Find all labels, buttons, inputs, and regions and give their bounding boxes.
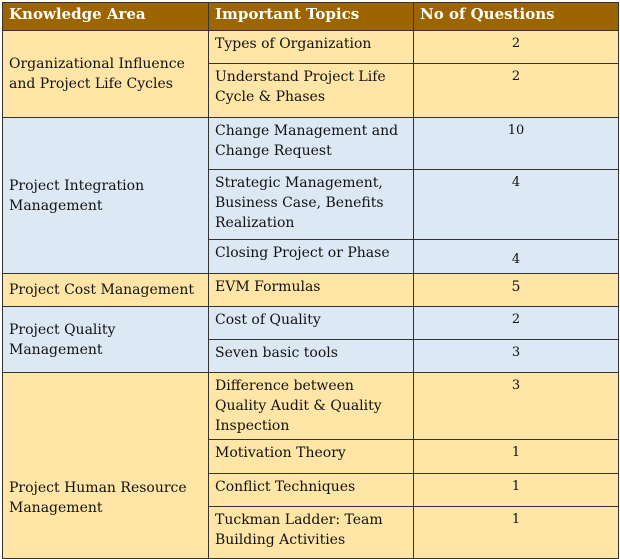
question-count-cell: 4 bbox=[414, 240, 619, 274]
topic-cell: Understand Project Life Cycle & Phases bbox=[209, 64, 414, 118]
topic-cell: Difference between Quality Audit & Quality Inspection bbox=[209, 373, 414, 440]
table-row bbox=[3, 118, 619, 170]
question-count-cell: 4 bbox=[414, 170, 619, 240]
header-no-of-questions: No of Questions bbox=[414, 3, 619, 31]
knowledge-area-cell: Project Cost Management bbox=[3, 274, 209, 307]
table-row bbox=[3, 31, 619, 64]
topic-cell: Tuckman Ladder: Team Building Activities bbox=[209, 507, 414, 559]
table-row bbox=[3, 373, 619, 440]
question-count-cell: 3 bbox=[414, 340, 619, 373]
topic-cell: Change Management and Change Request bbox=[209, 118, 414, 170]
question-count-cell: 3 bbox=[414, 373, 619, 440]
topic-cell: Types of Organization bbox=[209, 31, 414, 64]
header-row bbox=[3, 3, 619, 31]
question-count-cell: 1 bbox=[414, 440, 619, 474]
knowledge-area-cell: Project Integration Management bbox=[3, 118, 209, 274]
table-row bbox=[3, 307, 619, 340]
question-count-cell: 5 bbox=[414, 274, 619, 307]
question-count-cell: 10 bbox=[414, 118, 619, 170]
topic-cell: Seven basic tools bbox=[209, 340, 414, 373]
header-knowledge-area: Knowledge Area bbox=[3, 3, 209, 31]
header-important-topics: Important Topics bbox=[209, 3, 414, 31]
topic-cell: Closing Project or Phase bbox=[209, 240, 414, 274]
question-count-cell: 1 bbox=[414, 474, 619, 507]
question-count-cell: 2 bbox=[414, 64, 619, 118]
topic-cell: Cost of Quality bbox=[209, 307, 414, 340]
table-row bbox=[3, 274, 619, 307]
topic-cell: Strategic Management, Business Case, Benefits Realization bbox=[209, 170, 414, 240]
question-count-cell: 1 bbox=[414, 507, 619, 559]
knowledge-area-table bbox=[2, 2, 619, 559]
knowledge-area-cell: Project Human Resource Management bbox=[3, 373, 209, 559]
knowledge-area-cell: Organizational Influence and Project Life Cycles bbox=[3, 31, 209, 118]
topic-cell: EVM Formulas bbox=[209, 274, 414, 307]
topic-cell: Motivation Theory bbox=[209, 440, 414, 474]
topic-cell: Conflict Techniques bbox=[209, 474, 414, 507]
knowledge-area-table-container bbox=[2, 2, 618, 559]
question-count-cell: 2 bbox=[414, 307, 619, 340]
question-count-cell: 2 bbox=[414, 31, 619, 64]
knowledge-area-cell: Project Quality Management bbox=[3, 307, 209, 373]
